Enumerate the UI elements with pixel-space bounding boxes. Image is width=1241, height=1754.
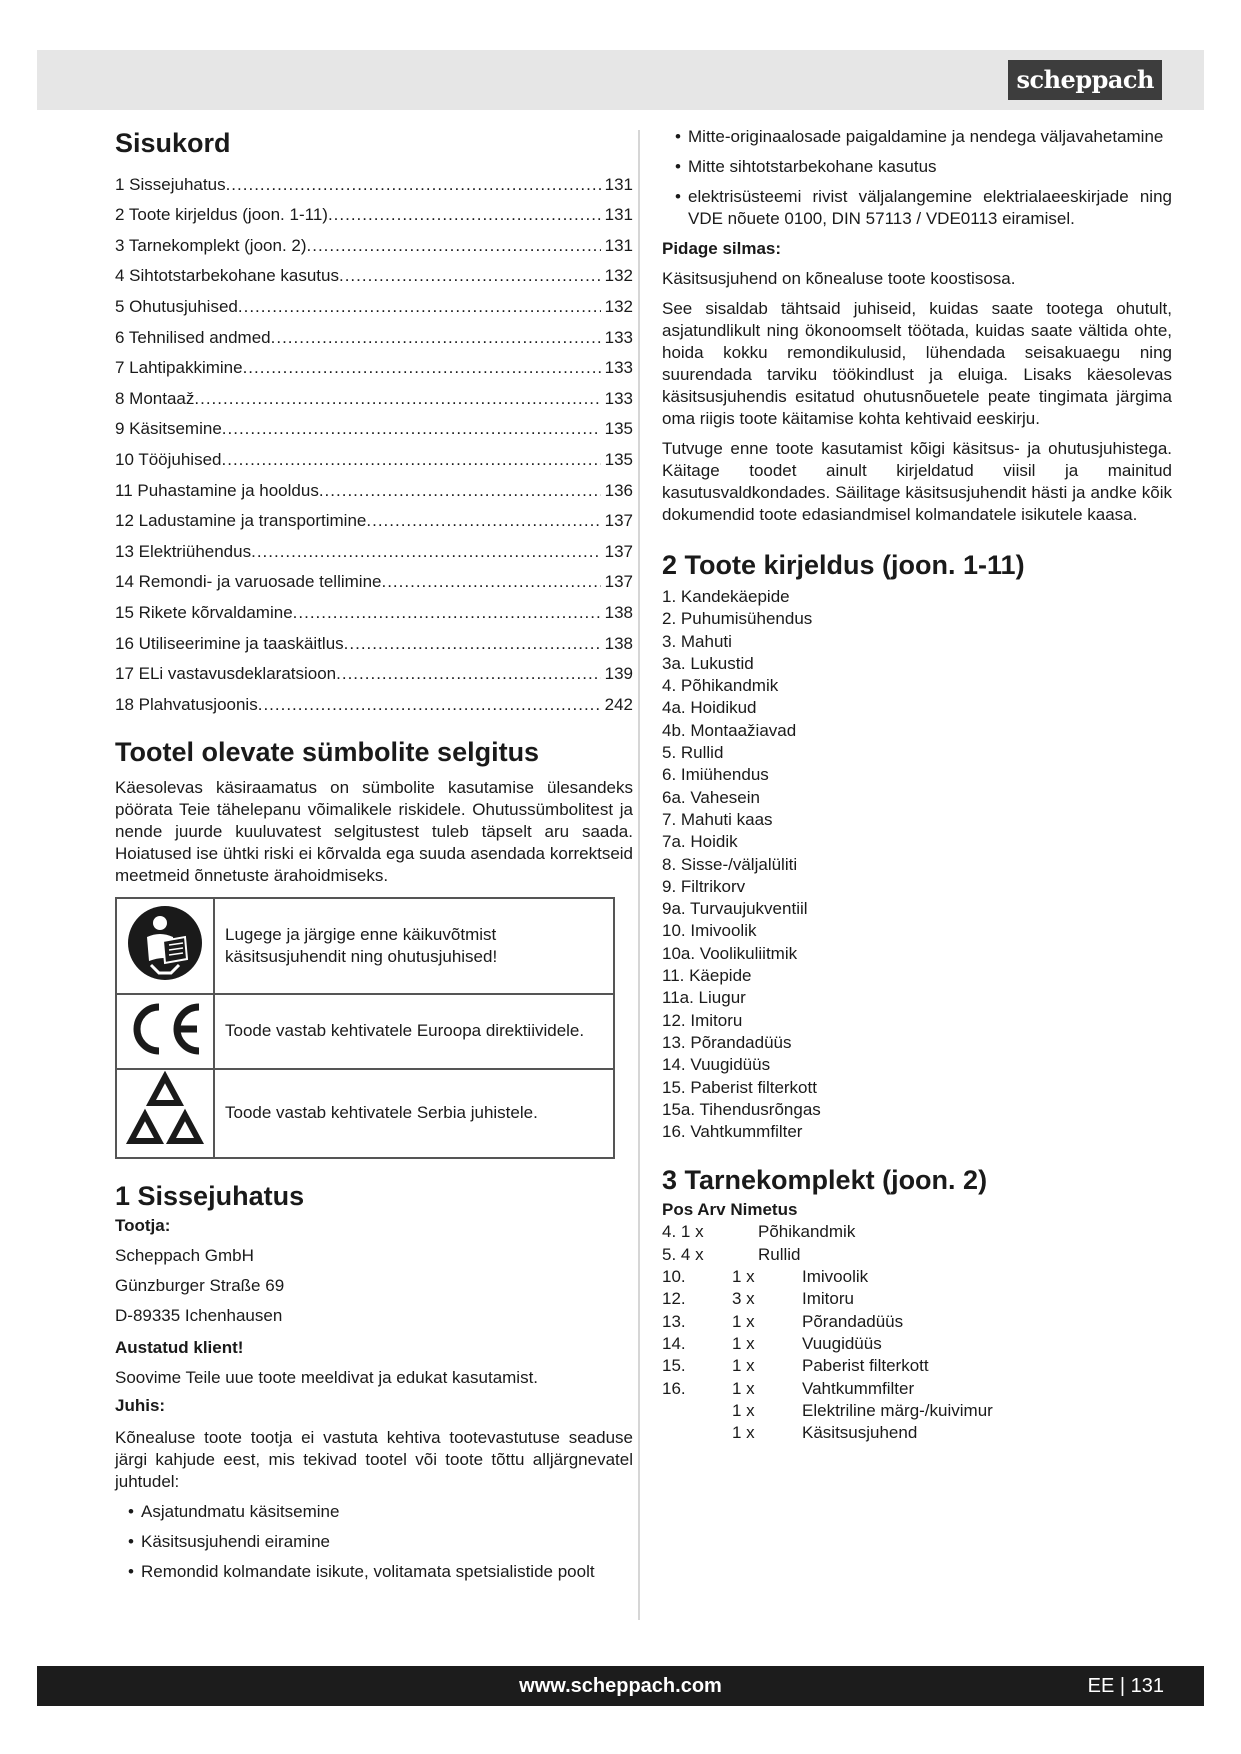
toc-item[interactable] [115,409,633,440]
toc-leader [328,205,601,225]
toc-item[interactable] [115,317,633,348]
symbol-text: Toode vastab kehtivatele Serbia juhistele. [214,1069,614,1158]
qty: 1 x [680,1222,704,1242]
list-item: 6. Imiühendus [662,765,769,785]
pos: 16. [662,1378,686,1398]
table-row [662,1333,993,1355]
left-column [115,126,633,1583]
toc-item[interactable] [115,256,633,287]
table-row [662,1244,855,1266]
list-item: 11. Käepide [662,966,752,986]
remember-text: See sisaldab tähtsaid juhiseid, kuidas saate tootega ohutult, asjatundlikult ning ökonoomselt töötada, kuidas saate vältida ohte, hoida kokku remondikulusid, lühendada seisakuaegu ning suurendada tarviku töökindlust ja eluiga. Lisaks käesolevas käsitsusjuhendis esitatud ohutusnõuetele peate tingimata järgima oma riigis toote käitamise kohta kehtivaid eeskirju. [662,299,1172,428]
toc-leader [251,542,601,562]
toc-item[interactable] [115,592,633,623]
toc-item[interactable] [115,225,633,256]
toc-leader [319,481,601,501]
toc-label: 11 Puhastamine ja hooldus [115,480,319,500]
toc-item[interactable] [115,439,633,470]
qty: 1 x [732,1333,755,1353]
toc-leader [366,511,600,531]
toc-leader [381,572,600,592]
list-item: 5. Rullid [662,743,724,763]
toc-label: 2 Toote kirjeldus (joon. 1-11) [115,205,328,225]
symbol-row [116,898,614,994]
liability-list-left [115,1501,633,1583]
remember-text: Tutvuge enne toote kasutamist kõigi käsitsus- ja ohutusjuhistega. Käitage toodet ainult kirjeldatud viisil ja mainitud kasutusvaldkondades. Säilitage käsitsusjuhendit hästi ja andke kõik dokumendid toote edasiandmisel kolmandatele isikutele kaasa. [662,439,1172,524]
table-row [662,1400,993,1422]
list-item: 8. Sisse-/väljalüliti [662,854,798,874]
toc-label: 18 Plahvatusjoonis [115,694,258,714]
pos: 5. [662,1244,677,1264]
list-item: 16. Vahtkummfilter [662,1122,803,1142]
toc-leader [194,389,600,409]
toc-page: 131 [604,235,633,255]
symbol-text: Lugege ja järgige enne käikuvõtmist käsitsusjuhendit ning ohutusjuhised! [214,898,614,994]
toc-page: 136 [604,480,633,500]
toc-label: 7 Lahtipakkimine [115,358,243,378]
table-row [662,1378,993,1400]
symbols-title: Tootel olevate sümbolite selgitus [115,736,540,767]
list-item: • Mitte-originaalosade paigaldamine ja nendega väljavahetamine [662,126,1172,148]
toc-leader [222,450,601,470]
list-item: 11a. Liugur [662,988,746,1008]
item-name: Käsitsusjuhend [802,1423,918,1443]
maker-line: D-89335 Ichenhausen [115,1305,283,1325]
qty: 1 x [732,1400,755,1420]
toc-page: 135 [604,419,633,439]
list-item: 10a. Voolikuliitmik [662,943,798,963]
note-label: Juhis: [115,1395,166,1415]
page-footer [37,1666,1204,1706]
delivery-table [662,1266,993,1444]
list-item: 4b. Montaažiavad [662,720,797,740]
toc-leader [339,266,601,286]
list-item: • Remondid kolmandate isikute, volitamata spetsialistide poolt [115,1561,633,1583]
toc-leader [226,175,601,195]
toc-list [115,164,633,715]
toc-label: 17 ELi vastavusdeklaratsioon [115,664,337,684]
list-item: 7a. Hoidik [662,832,738,852]
toc-page: 133 [604,327,633,347]
dear-label: Austatud klient! [115,1337,244,1357]
manual-icon [116,898,214,994]
toc-leader [258,695,601,715]
table-row [662,1422,993,1444]
toc-page: 131 [604,174,633,194]
list-item: 2. Puhumisühendus [662,609,813,629]
toc-page: 137 [604,511,633,531]
toc-label: 5 Ohutusjuhised [115,296,238,316]
symbol-row [116,994,614,1069]
qty: 3 x [732,1289,755,1309]
pos: 15. [662,1356,686,1376]
pos [662,1400,732,1422]
toc-item[interactable] [115,164,633,195]
toc-item[interactable] [115,378,633,409]
toc-leader [238,297,601,317]
list-item: 10. Imivoolik [662,921,757,941]
intro-title: 1 Sissejuhatus [115,1180,305,1211]
dear-text: Soovime Teile uue toote meeldivat ja edukat kasutamist. [115,1367,539,1387]
pos [662,1422,732,1444]
toc-label: 16 Utiliseerimine ja taaskäitlus [115,633,344,653]
item-name: Elektriline märg-/kuivimur [802,1400,993,1420]
toc-label: 4 Sihtotstarbekohane kasutus [115,266,339,286]
note-text: Kõnealuse toote tootja ei vastuta kehtiva tootevastutuse seaduse järgi kahjude eest, mis tekivad tootel või toote tõttu alljärgnevatel juhtudel: [115,1427,633,1491]
description-list [662,586,1172,1143]
maker-line: Günzburger Straße 69 [115,1275,285,1295]
list-item: • Mitte sihtotstarbekohane kasutus [662,156,1172,178]
toc-page: 133 [604,388,633,408]
list-item: 14. Vuugidüüs [662,1055,771,1075]
ce-mark-icon [116,994,214,1069]
list-item: 3a. Lukustid [662,653,754,673]
description-title: 2 Toote kirjeldus (joon. 1-11) [662,550,1025,580]
toc-title: Sisukord [115,128,231,158]
toc-page: 138 [604,602,633,622]
toc-leader [336,664,600,684]
table-row [662,1266,993,1288]
list-item: 1. Kandekäepide [662,587,790,606]
toc-item[interactable] [115,623,633,654]
list-item: 13. Põrandadüüs [662,1032,792,1052]
item-name: Imitoru [802,1289,854,1309]
item-name: Imivoolik [802,1267,869,1287]
table-row [662,1221,855,1243]
pos: 12. [662,1289,686,1309]
toc-leader [222,419,601,439]
list-item: 3. Mahuti [662,631,732,651]
toc-label: 3 Tarnekomplekt (joon. 2) [115,235,307,255]
toc-item[interactable] [115,562,633,593]
footer-url[interactable]: www.scheppach.com [519,1675,722,1697]
toc-item[interactable] [115,470,633,501]
page-number: EE | 131 [1087,1675,1164,1697]
toc-page: 131 [604,205,633,225]
symbols-table [115,897,615,1159]
pos: 13. [662,1311,686,1331]
toc-leader [271,328,601,348]
toc-item[interactable] [115,286,633,317]
serbia-conformity-icon [116,1069,214,1158]
item-name: Põrandadüüs [802,1311,904,1331]
list-item: 7. Mahuti kaas [662,809,773,829]
maker-line: Scheppach GmbH [115,1245,254,1265]
toc-page: 139 [604,664,633,684]
list-item: 12. Imitoru [662,1010,743,1030]
toc-page: 137 [604,572,633,592]
toc-page: 132 [604,296,633,316]
table-row [662,1311,993,1333]
toc-label: 15 Rikete kõrvaldamine [115,602,293,622]
toc-page: 133 [604,358,633,378]
table-row [662,1288,993,1310]
item-name: Põhikandmik [758,1222,856,1242]
toc-item[interactable] [115,654,633,685]
toc-item[interactable] [115,501,633,532]
qty: 1 x [732,1356,755,1376]
item-name: Vahtkummfilter [802,1378,915,1398]
qty: 1 x [732,1311,755,1331]
list-item: • Käsitsusjuhendi eiramine [115,1531,633,1553]
list-item: • Asjatundmatu käsitsemine [115,1501,633,1523]
toc-label: 12 Ladustamine ja transportimine [115,511,367,531]
toc-item[interactable] [115,195,633,226]
toc-leader [307,236,601,256]
maker-label: Tootja: [115,1215,171,1235]
toc-leader [344,634,601,654]
delivery-table-short [662,1221,855,1266]
item-name: Paberist filterkott [802,1356,929,1376]
toc-leader [243,358,601,378]
toc-item[interactable] [115,531,633,562]
remember-text: Käsitsusjuhend on kõnealuse toote koostisosa. [662,269,1016,288]
toc-label: 9 Käsitsemine [115,419,222,439]
right-column [662,126,1172,1444]
toc-page: 138 [604,633,633,653]
symbol-row [116,1069,614,1158]
symbol-text: Toode vastab kehtivatele Euroopa direktiividele. [214,994,614,1069]
pos: 14. [662,1333,686,1353]
list-item: 15a. Tihendusrõngas [662,1099,821,1119]
toc-page: 135 [604,449,633,469]
qty: 4 x [680,1244,704,1264]
page-header [37,50,1204,110]
table-row [662,1355,993,1377]
list-item: • elektrisüsteemi rivist väljalangemine elektrialaeeskirjade ning VDE nõuete 0100, DIN 57113 / VDE0113 eiramisel. [662,186,1172,230]
toc-label: 6 Tehnilised andmed [115,327,271,347]
toc-label: 14 Remondi- ja varuosade tellimine [115,572,382,592]
toc-leader [293,603,601,623]
toc-label: 8 Montaaž [115,388,195,408]
liability-list-right [662,126,1172,230]
qty: 1 x [732,1267,755,1287]
qty: 1 x [732,1378,755,1398]
list-item: 9. Filtrikorv [662,876,746,896]
pos: 10. [662,1267,686,1287]
scheppach-logo: scheppach [1008,60,1162,100]
qty: 1 x [732,1423,755,1443]
symbols-intro: Käesolevas käsiraamatus on sümbolite kasutamise ülesandeks pöörata Teie tähelepanu võimalikele riskidele. Ohutussümbolitest ja nende juurde kuuluvatest selgitustest tuleb täpselt aru saada. Hoiatused ise ühtki riski ei kõrvalda ega suuda asendada korrektseid meetmeid õnnetuste ärahoidmiseks. [115,777,633,885]
toc-label: 1 Sissejuhatus [115,174,226,194]
toc-page: 242 [604,694,633,714]
toc-label: 13 Elektriühendus [115,541,252,561]
toc-item[interactable] [115,348,633,379]
remember-label: Pidage silmas: [662,239,782,258]
item-name: Vuugidüüs [802,1333,882,1353]
list-item: 15. Paberist filterkott [662,1077,817,1097]
delivery-title: 3 Tarnekomplekt (joon. 2) [662,1165,988,1196]
toc-item[interactable] [115,684,633,715]
pos: 4. [662,1222,677,1242]
toc-page: 137 [604,541,633,561]
list-item: 9a. Turvaujukventiil [662,899,808,919]
list-item: 4a. Hoidikud [662,698,757,718]
toc-label: 10 Tööjuhised [115,449,222,469]
delivery-header: Pos Arv Nimetus [662,1200,798,1220]
toc-page: 132 [604,266,633,286]
list-item: 4. Põhikandmik [662,676,779,696]
list-item: 6a. Vahesein [662,787,760,807]
item-name: Rullid [758,1244,801,1264]
column-divider [638,130,640,1620]
